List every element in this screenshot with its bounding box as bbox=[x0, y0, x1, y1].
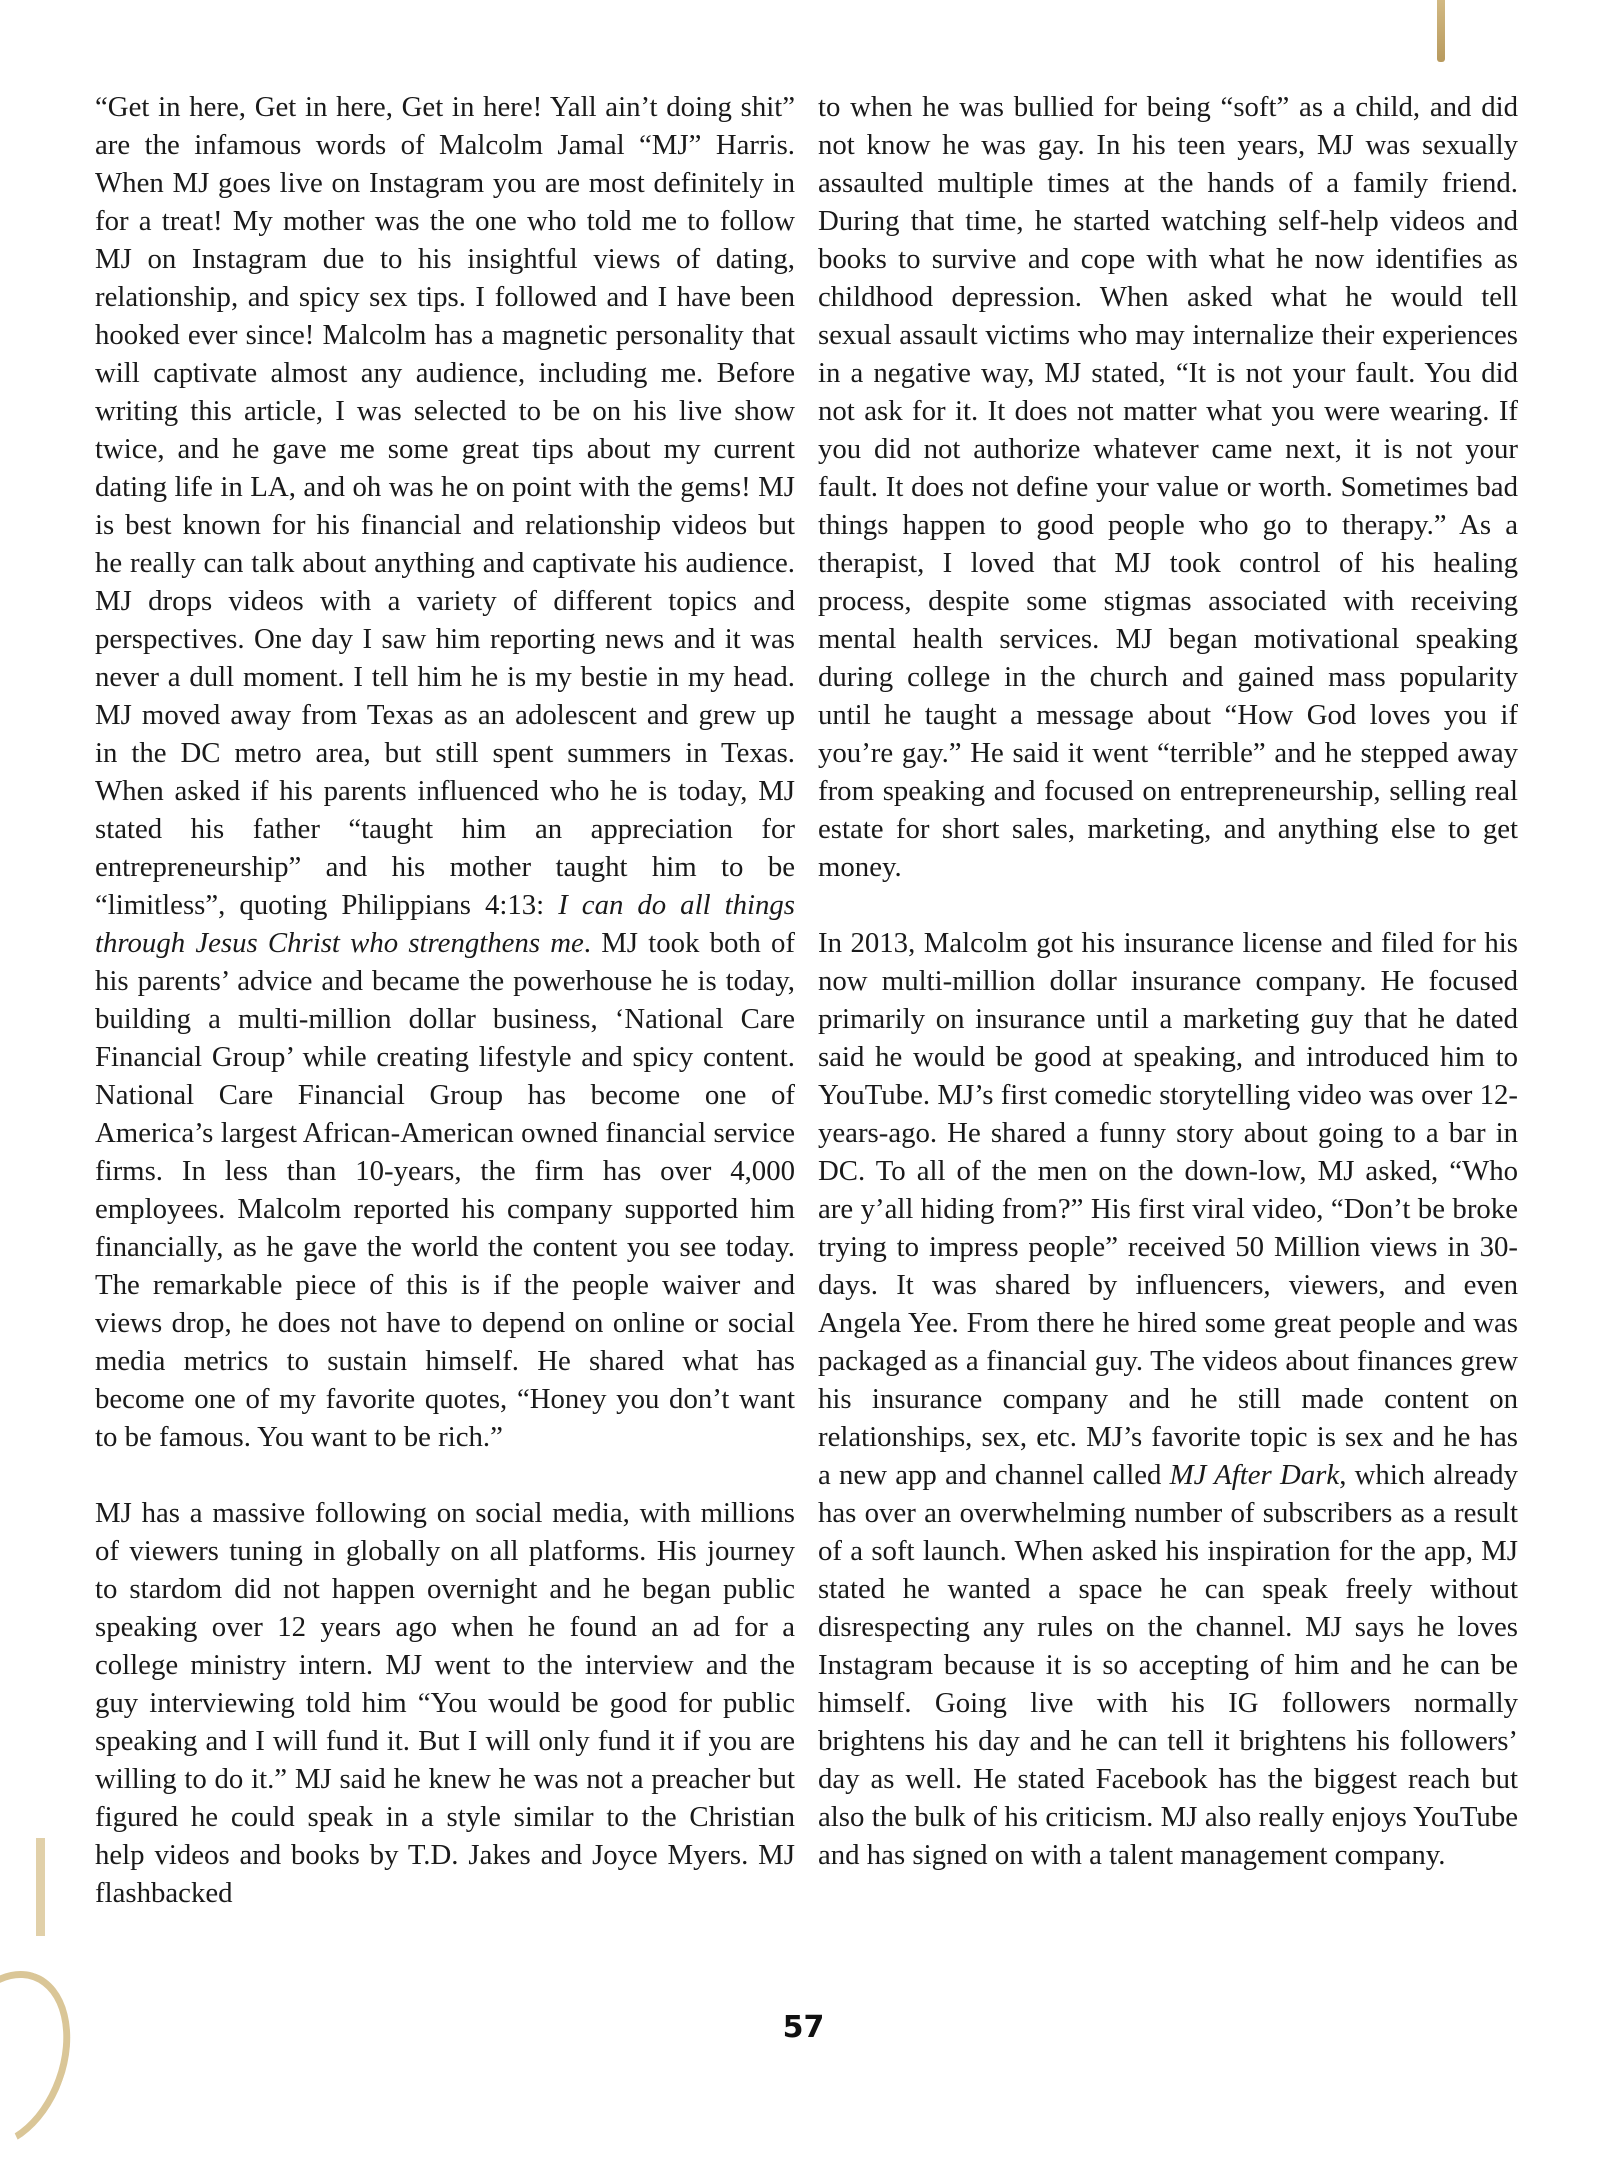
app-name: MJ After Dark bbox=[1169, 1459, 1340, 1491]
article-paragraph-1 bbox=[95, 88, 795, 1456]
paragraph-1-text-b: . MJ took both of his parents’ advice and became the powerhouse he is today, building a multi-million dollar business, ‘National Care Financial Group’ while creating lifestyle and spicy content. National Care Financial Group has become one of America’s largest African-American owned financial service firms. In less than 10-years, the firm has over 4,000 employees. Malcolm reported his company supported him financially, as he gave the world the content you see today. The remarkable piece of this is if the people waiver and views drop, he does not have to depend on online or social media metrics to sustain himself. He shared what has become one of my favorite quotes, “Honey you don’t want to be famous. You want to be rich.” bbox=[95, 927, 795, 1453]
bible-quote: I can do all things through Jesus Christ who strengthens me bbox=[95, 889, 795, 959]
gold-accent-bar-top bbox=[1437, 0, 1445, 62]
gold-accent-bar-left bbox=[36, 1838, 45, 1936]
gold-corner-arc bbox=[0, 1952, 94, 2167]
paragraph-1-text-a: “Get in here, Get in here, Get in here! Yall ain’t doing shit” are the infamous words of Malcolm Jamal “MJ” Harris. When MJ goes live on Instagram you are most definitely in for a treat! My mother was the one who told me to follow MJ on Instagram due to his insightful views of dating, relationship, and spicy sex tips. I followed and I have been hooked ever since! Malcolm has a magnetic personality that will captivate almost any audience, including me. Before writing this article, I was selected to be on his live show twice, and he gave me some great tips about my current dating life in LA, and oh was he on point with the gems! MJ is best known for his financial and relationship videos but he really can talk about anything and captivate his audience. MJ drops videos with a variety of different topics and perspectives. One day I saw him reporting news and it was never a dull moment. I tell him he is my bestie in my head. MJ moved away from Texas as an adolescent and grew up in the DC metro area, but still spent summers in Texas. When asked if his parents influenced who he is today, MJ stated his father “taught him an appreciation for entrepreneurship” and his mother taught him to be “limitless”, quoting Philippians 4:13: bbox=[95, 91, 795, 921]
article-paragraph-3: to when he was bullied for being “soft” as a child, and did not know he was gay. In his teen years, MJ was sexually assaulted multiple times at the hands of a family friend. During that time, he started watching self-help videos and books to survive and cope with what he now identifies as childhood depression. When asked what he would tell sexual assault victims who may internalize their experiences in a negative way, MJ stated, “It is not your fault. You did not ask for it. It does not matter what you were wearing. If you did not authorize whatever came next, it is not your fault. It does not define your value or worth. Sometimes bad things happen to good people who go to therapy.” As a therapist, I loved that MJ took control of his healing process, despite some stigmas associated with receiving mental health services. MJ began motivational speaking during college in the church and gained mass popularity until he taught a message about “How God loves you if you’re gay.” He said it went “terrible” and he stepped away from speaking and focused on entrepreneurship, selling real estate for short sales, marketing, and anything else to get money. bbox=[818, 91, 1518, 883]
article-column-left bbox=[95, 88, 795, 1912]
page-number: 57 bbox=[782, 2010, 825, 2045]
paragraph-4-text-a: In 2013, Malcolm got his insurance license and filed for his now multi-million dollar insurance company. He focused primarily on insurance until a marketing guy that he dated said he would be good at speaking, and introduced him to YouTube. MJ’s first comedic storytelling video was over 12-years-ago. He shared a funny story about going to a bar in DC. To all of the men on the down-low, MJ asked, “Who are y’all hiding from?” His first viral video, “Don’t be broke trying to impress people” received 50 Million views in 30-days. It was shared by influencers, viewers, and even Angela Yee. From there he hired some great people and was packaged as a financial guy. The videos about finances grew his insurance company and he still made content on relationships, sex, etc. MJ’s favorite topic is sex and he has a new app and channel called bbox=[818, 927, 1518, 1491]
article-paragraph-2: MJ has a massive following on social media, with millions of viewers tuning in globally on all platforms. His journey to stardom did not happen overnight and he began public speaking over 12 years ago when he found an ad for a college ministry intern. MJ went to the interview and the guy interviewing told him “You would be good for public speaking and I will fund it. But I will only fund it if you are willing to do it.” MJ said he knew he was not a preacher but figured he could speak in a style similar to the Christian help videos and books by T.D. Jakes and Joyce Myers. MJ flashbacked bbox=[95, 1497, 795, 1909]
article-paragraph-4 bbox=[818, 924, 1518, 1874]
paragraph-4-text-b: , which already has over an overwhelming number of subscribers as a result of a soft launch. When asked his inspiration for the app, MJ stated he wanted a space he can speak freely without disrespecting any rules on the channel. MJ says he loves Instagram because it is so accepting of him and he can be himself. Going live with his IG followers normally brightens his day and he can tell it brightens his followers’ day as well. He stated Facebook has the biggest reach but also the bulk of his criticism. MJ also really enjoys YouTube and has signed on with a talent management company. bbox=[818, 1459, 1518, 1871]
article-column-right bbox=[818, 88, 1518, 1874]
